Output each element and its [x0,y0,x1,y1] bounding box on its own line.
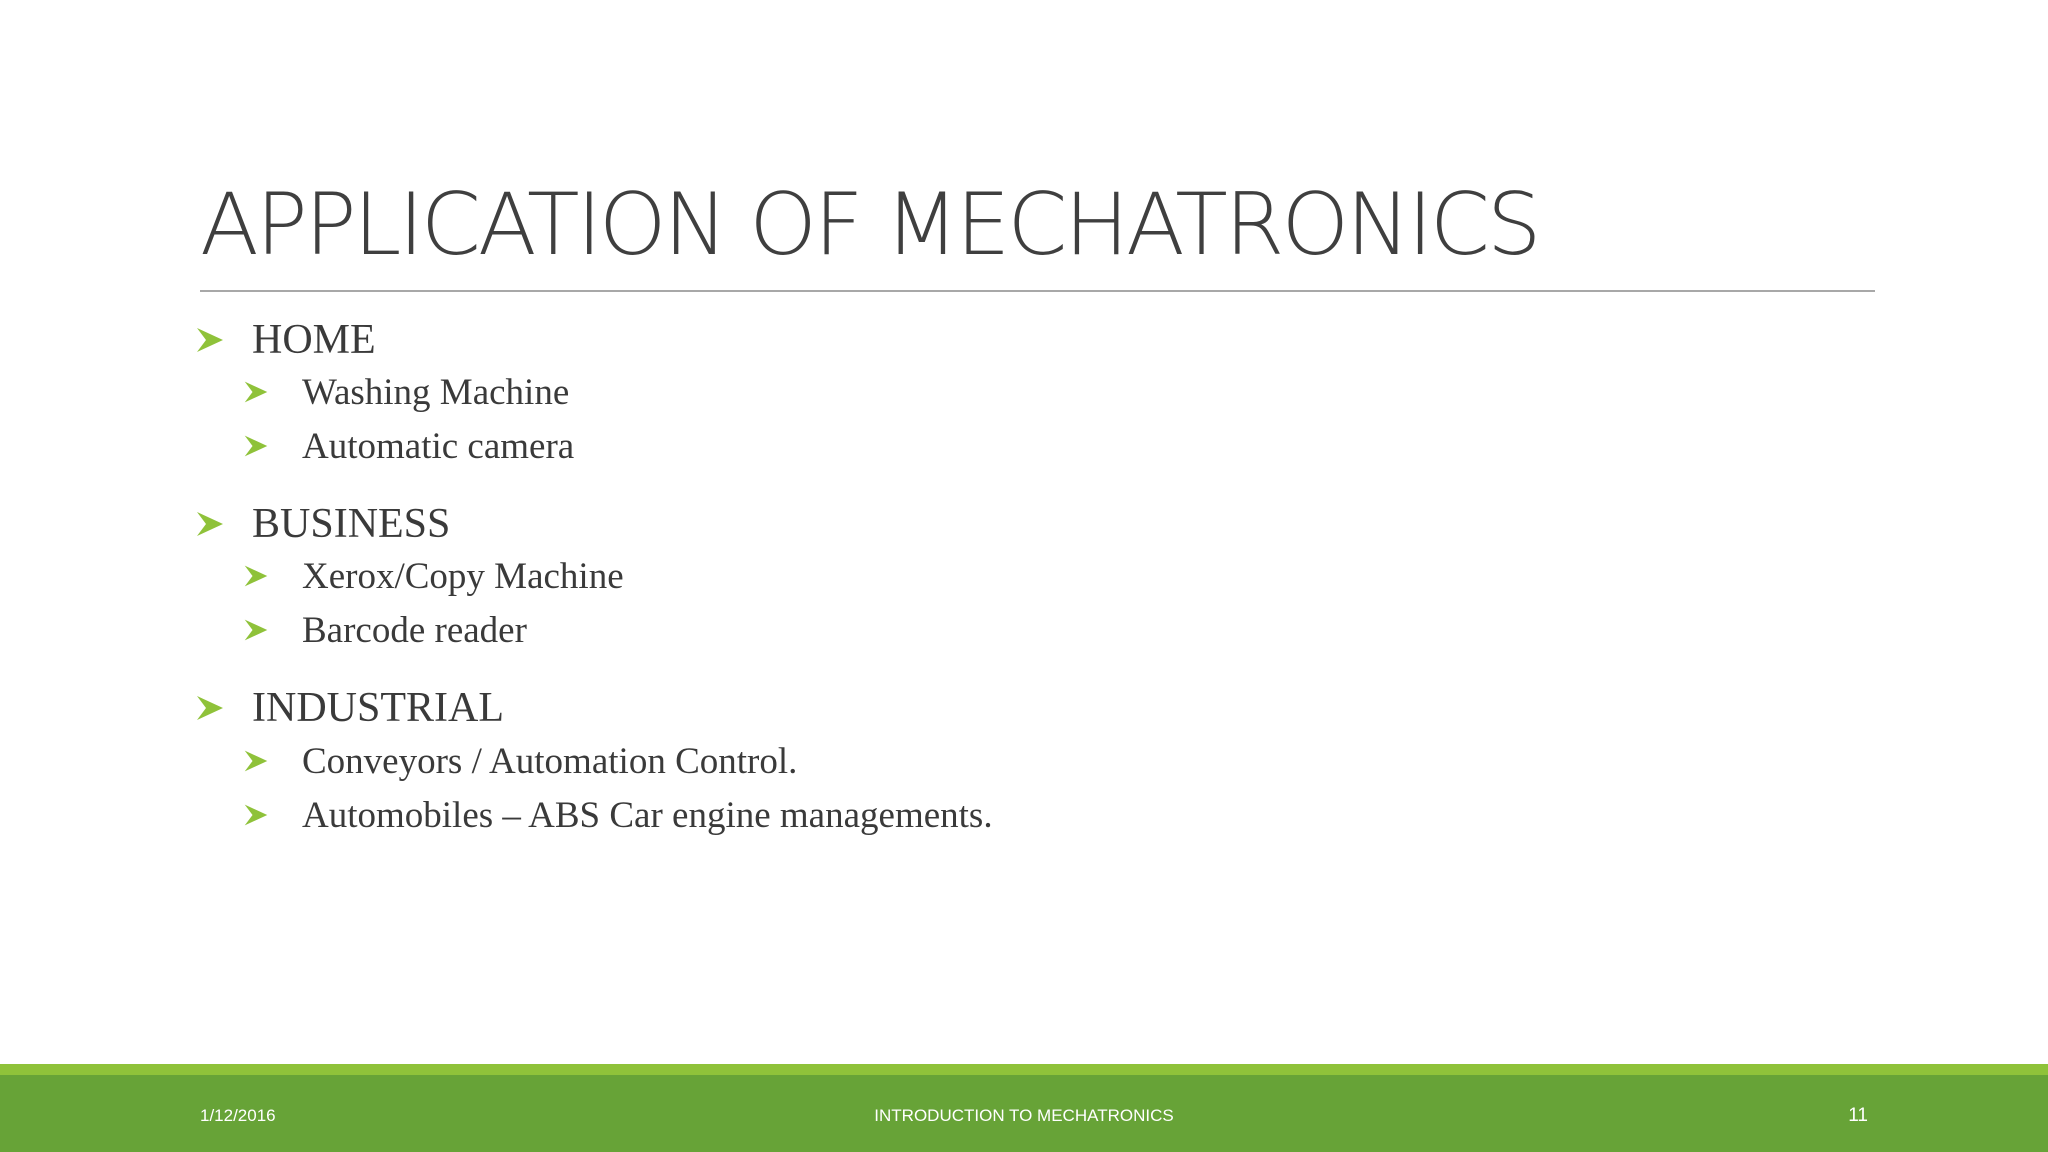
arrowhead-bullet-icon [195,325,225,355]
bullet-item [243,551,624,601]
footer-date: 1/12/2016 [200,1106,276,1125]
item-label: Automobiles – ABS Car engine managements. [302,794,993,836]
footer-page-number: 11 [1848,1105,1868,1126]
arrowhead-bullet-icon [243,617,269,643]
arrowhead-bullet-icon [195,509,225,539]
arrowhead-bullet-icon [243,433,269,459]
section-label: HOME [252,317,376,363]
bullet-item [243,736,797,786]
bullet-item [243,421,574,471]
bullet-item [243,605,527,655]
arrowhead-bullet-icon [243,563,269,589]
bullet-section-business [195,496,450,552]
section-label: INDUSTRIAL [252,685,504,731]
bullet-item [243,790,993,840]
bullet-section-industrial [195,680,504,736]
arrowhead-bullet-icon [243,802,269,828]
bullet-item [243,367,569,417]
arrowhead-bullet-icon [243,748,269,774]
footer-title: INTRODUCTION TO MECHATRONICS [874,1106,1174,1125]
arrowhead-bullet-icon [195,693,225,723]
section-label: BUSINESS [252,501,451,547]
slide-title: APPLICATION OF MECHATRONICS [200,175,1539,275]
footer-accent-bar [0,1064,2048,1075]
arrowhead-bullet-icon [243,379,269,405]
item-label: Automatic camera [302,425,575,467]
item-label: Washing Machine [302,371,570,413]
item-label: Conveyors / Automation Control. [302,740,798,782]
bullet-section-home [195,312,376,368]
item-label: Barcode reader [302,609,527,651]
item-label: Xerox/Copy Machine [302,555,624,597]
